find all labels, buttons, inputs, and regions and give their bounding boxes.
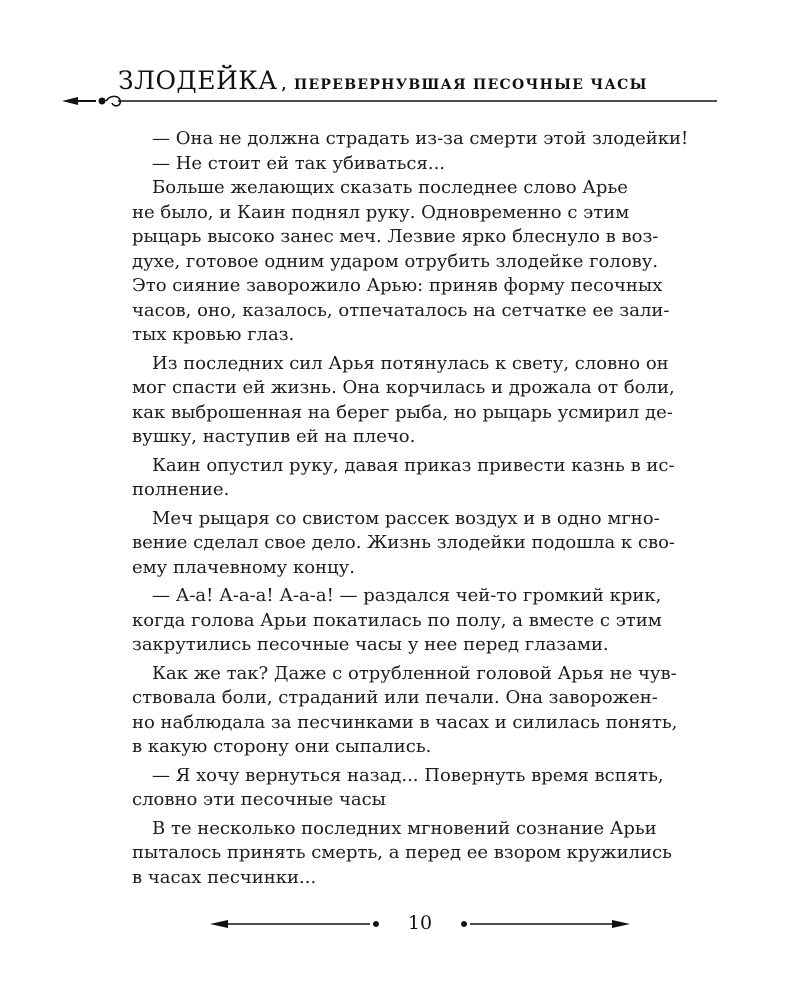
text-line: мог спасти ей жизнь. Она корчилась и дрожала от боли, bbox=[132, 377, 675, 398]
header-title: ЗЛОДЕЙКА bbox=[118, 66, 278, 95]
text-line: ствовала боли, страданий или печали. Она заворожен- bbox=[132, 687, 658, 708]
text-line: рыцарь высоко занес меч. Лезвие ярко блеснуло в воз- bbox=[132, 226, 659, 247]
text-line: в какую сторону они сыпались. bbox=[132, 736, 432, 757]
text-line: Из последних сил Арья потянулась к свету, словно он bbox=[152, 352, 669, 374]
text-line: закрутились песочные часы у нее перед глазами. bbox=[132, 634, 609, 655]
text-line: Это сияние заворожило Арью: приняв форму песочных bbox=[132, 275, 663, 296]
text-line: Больше желающих сказать последнее слово Арье bbox=[152, 177, 628, 198]
text-line: но наблюдала за песчинками в часах и силилась понять, bbox=[132, 711, 678, 733]
text-line: когда голова Арьи покатилась по полу, а вместе с этим bbox=[132, 609, 662, 631]
text-line: Каин опустил руку, давая приказ привести казнь в ис- bbox=[152, 454, 675, 476]
text-line: как выброшенная на берег рыба, но рыцарь усмирил де- bbox=[132, 401, 673, 423]
text-line: — Не стоит ей так убиваться... bbox=[152, 152, 446, 174]
text-line: духе, готовое одним ударом отрубить злодейке голову. bbox=[132, 250, 659, 272]
text-line: вушку, наступив ей на плечо. bbox=[132, 426, 416, 447]
text-line: не было, и Каин поднял руку. Одновременно с этим bbox=[132, 201, 630, 223]
text-line: тых кровью глаз. bbox=[132, 324, 295, 345]
text-line: В те несколько последних мгновений сознание Арьи bbox=[152, 817, 657, 839]
header-ornament-rule bbox=[62, 86, 717, 116]
text-line: — А-а! А-а-а! А-а-а! — раздался чей-то громкий крик, bbox=[152, 585, 662, 606]
text-line: ему плачевному концу. bbox=[132, 556, 355, 578]
text-line: — Я хочу вернуться назад... Повернуть время вспять, bbox=[152, 764, 664, 786]
page-number: 10 bbox=[407, 912, 433, 934]
text-line: пыталось принять смерть, а перед ее взором кружились bbox=[132, 842, 672, 863]
text-line: полнение. bbox=[132, 479, 230, 500]
text-line: в часах песчинки... bbox=[132, 866, 317, 888]
header-subtitle: , ПЕРЕВЕРНУВШАЯ ПЕСОЧНЫЕ ЧАСЫ bbox=[281, 77, 648, 93]
body-text bbox=[132, 127, 702, 890]
text-line: — Она не должна страдать из-за смерти этой злодейки! bbox=[152, 128, 689, 149]
text-line: Меч рыцаря со свистом рассек воздух и в одно мгно- bbox=[152, 507, 660, 529]
page-footer bbox=[210, 906, 630, 942]
text-line: Как же так? Даже с отрубленной головой Арья не чув- bbox=[152, 662, 677, 684]
text-line: вение сделал свое дело. Жизнь злодейки подошла к сво- bbox=[132, 532, 675, 553]
text-line: часов, оно, казалось, отпечаталось на сетчатке ее зали- bbox=[132, 299, 670, 321]
text-line: словно эти песочные часы bbox=[132, 789, 387, 810]
